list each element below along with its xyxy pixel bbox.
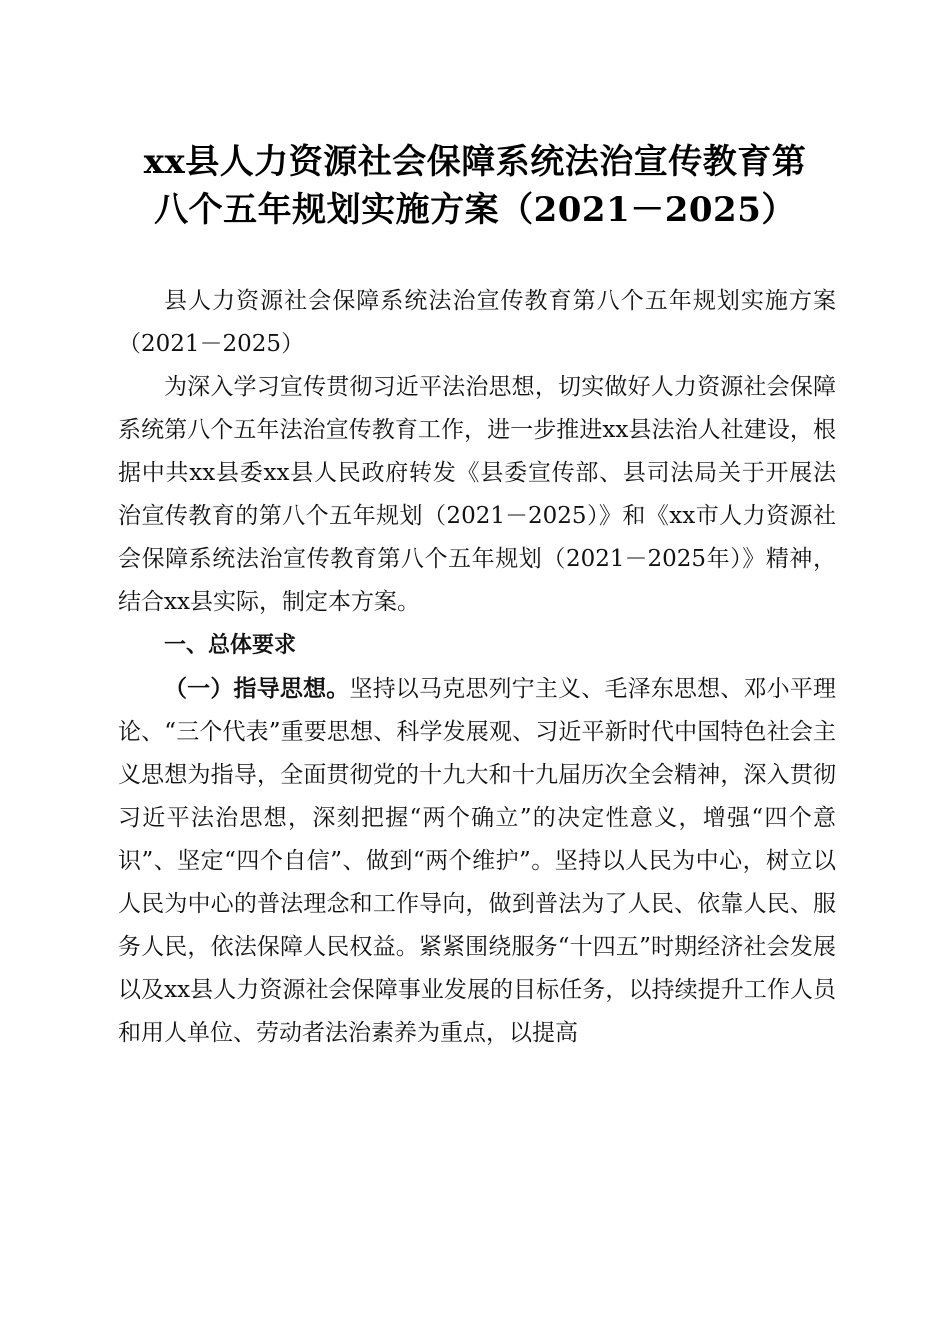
document-body (118, 280, 836, 1055)
title-line-2: 八个五年规划实施方案（2021－2025） (154, 190, 796, 230)
subsection-text: 坚持以马克思列宁主义、毛泽东思想、邓小平理论、“三个代表”重要思想、科学发展观、习近平新时代中国特色社会主义思想为指导，全面贯彻党的十九大和十九届历次全会精神，深入贯彻习近平法治思想，深刻把握“两个确立”的决定性意义，增强“四个意识”、坚定“四个自信”、做到“两个维护”。坚持以人民为中心，树立以人民为中心的普法理念和工作导向，做到普法为了人民、依靠人民、服务人民，依法保障人民权益。紧紧围绕服务“十四五”时期经济社会发展以及xx县人力资源社会保障事业发展的目标任务，以持续提升工作人员和用人单位、劳动者法治素养为重点，以提高 (118, 676, 837, 1046)
paragraph-guiding-ideology (118, 667, 836, 1055)
subsection-lead: （一）指导思想。 (164, 675, 350, 702)
paragraph-introduction: 为深入学习宣传贯彻习近平法治思想，切实做好人力资源社会保障系统第八个五年法治宣传教育工作，进一步推进xx县法治人社建设，根据中共xx县委xx县人民政府转发《县委宣传部、县司法局关于开展法治宣传教育的第八个五年规划（2021－2025）》和《xx市人力资源社会保障系统法治宣传教育第八个五年规划（2021－2025年）》精神，结合xx县实际，制定本方案。 (118, 374, 836, 615)
document-title (100, 138, 850, 234)
section-heading-general-requirements: 一、总体要求 (164, 633, 297, 658)
paragraph-subtitle: 县人力资源社会保障系统法治宣传教育第八个五年规划实施方案（2021－2025） (118, 288, 836, 357)
title-line-1: xx县人力资源社会保障系统法治宣传教育第 (143, 142, 807, 182)
